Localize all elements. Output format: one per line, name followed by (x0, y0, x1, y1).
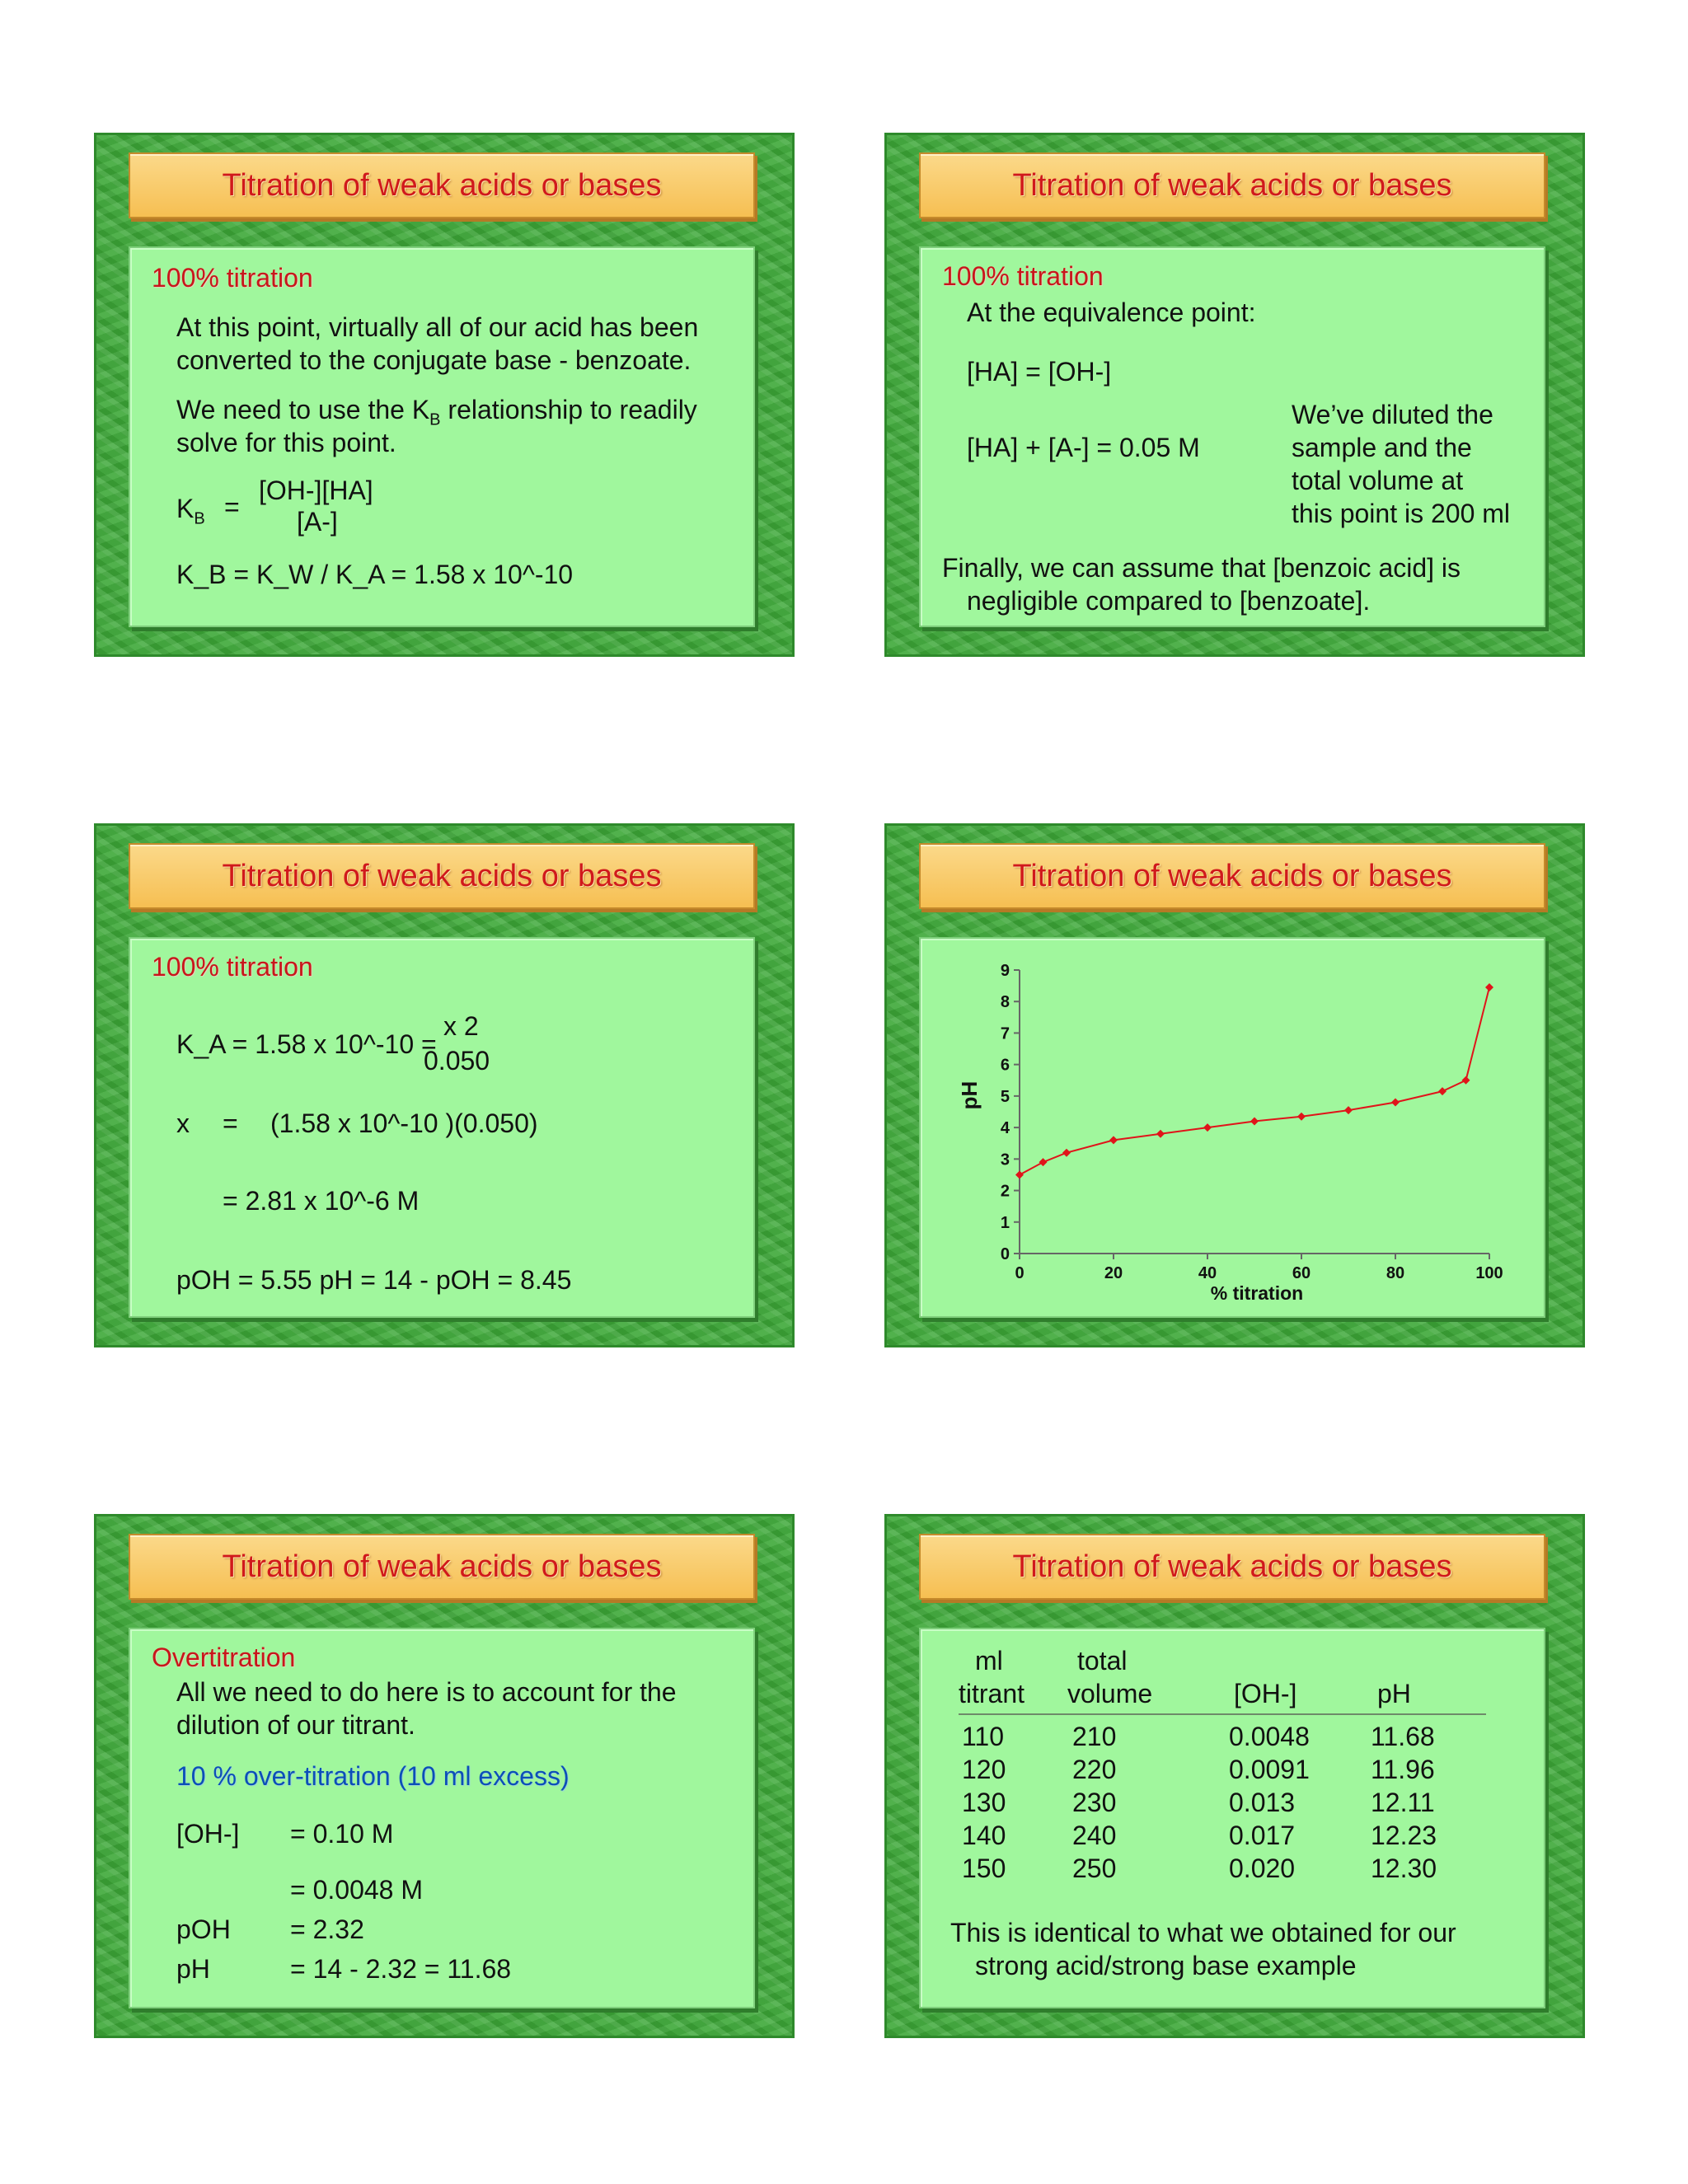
table-rule (959, 1713, 1486, 1715)
slide-title: Titration of weak acids or bases (1012, 167, 1452, 203)
fraction-denominator: [A-] (297, 507, 338, 537)
slide-content (129, 937, 755, 1318)
data-point (1062, 1149, 1071, 1157)
table-header: total (1077, 1646, 1128, 1675)
table-cell: 0.013 (1229, 1788, 1296, 1817)
text-line: At this point, virtually all of our acid has been (176, 312, 699, 342)
table-cell: 0.020 (1229, 1854, 1296, 1883)
oh-value: = 0.0048 M (290, 1875, 423, 1905)
equation: [HA] = [OH-] (967, 357, 1112, 387)
x-tick-label: 40 (1198, 1264, 1217, 1282)
table-cell: 11.96 (1371, 1755, 1435, 1784)
table-header: volume (1067, 1679, 1153, 1708)
ph-label: pH (176, 1954, 210, 1984)
chart-ylabel: pH (957, 1080, 982, 1110)
slide-2 (884, 133, 1585, 657)
ka-expression: K_A = 1.58 x 10^-10 = (176, 1029, 437, 1059)
slide-1 (94, 133, 795, 657)
data-point (1438, 1087, 1447, 1095)
slide-title-bar (919, 843, 1545, 909)
slide-title: Titration of weak acids or bases (222, 167, 662, 203)
x-tick-label: 60 (1292, 1264, 1311, 1282)
table-header: pH (1377, 1679, 1411, 1708)
slide-content (919, 246, 1545, 627)
x-label: x (176, 1108, 190, 1138)
y-tick-label: 8 (1000, 993, 1010, 1012)
subheading: 10 % over-titration (10 ml excess) (176, 1761, 570, 1791)
y-tick-label: 4 (1000, 1119, 1010, 1138)
note-line: this point is 200 ml (1292, 499, 1511, 528)
slide-content (129, 1628, 755, 2008)
slide-title: Titration of weak acids or bases (1012, 858, 1452, 893)
note-line: We’ve diluted the (1292, 400, 1493, 429)
slide-title-bar (129, 1534, 755, 1600)
table-cell: 130 (962, 1788, 1006, 1817)
x-tick-label: 80 (1386, 1264, 1405, 1282)
slide-title-bar (129, 843, 755, 909)
y-tick-label: 0 (1000, 1245, 1010, 1263)
slide-title: Titration of weak acids or bases (1012, 1549, 1452, 1584)
text-line: All we need to do here is to account for the (176, 1677, 677, 1707)
table-cell: 150 (962, 1854, 1006, 1883)
table-header: ml (975, 1646, 1003, 1675)
text-line: We need to use the $K_B$ relationship to readily (176, 395, 697, 429)
table-cell: 230 (1072, 1788, 1117, 1817)
x-value: = 2.81 x 10^-6 M (223, 1186, 420, 1216)
table-cell: 110 (962, 1722, 1005, 1751)
fraction-denominator: 0.050 (424, 1046, 490, 1076)
x-tick-label: 100 (1475, 1264, 1503, 1282)
equation: [HA] + [A-] = 0.05 M (967, 433, 1200, 462)
x-expression: (1.58 x 10^-10 )(0.050) (270, 1108, 538, 1138)
titration-chart (921, 939, 1544, 1316)
table-cell: 0.017 (1229, 1821, 1296, 1850)
y-tick-label: 5 (1000, 1087, 1010, 1106)
table-cell: 250 (1072, 1854, 1117, 1883)
table-cell: 11.68 (1371, 1722, 1435, 1751)
kb-symbol: $K_B$ (176, 494, 205, 528)
note-line: sample and the (1292, 433, 1472, 462)
slide-title: Titration of weak acids or bases (222, 1549, 662, 1584)
chart-xlabel: % titration (1210, 1282, 1304, 1304)
slide-title: Titration of weak acids or bases (222, 858, 662, 893)
slide-heading: 100% titration (942, 261, 1104, 291)
data-point (1344, 1106, 1353, 1114)
data-point (1250, 1117, 1259, 1125)
slide-title-bar (129, 152, 755, 218)
y-tick-label: 9 (1000, 962, 1010, 980)
data-point (1462, 1076, 1470, 1085)
equals-sign: = (223, 1108, 238, 1138)
footer-line: This is identical to what we obtained for our (950, 1918, 1456, 1947)
data-point (1015, 1170, 1024, 1179)
poh-value: = 2.32 (290, 1915, 364, 1944)
slide-4 (884, 823, 1585, 1347)
data-point (1203, 1123, 1212, 1132)
table-header: titrant (959, 1679, 1025, 1708)
slide-title-bar (919, 1534, 1545, 1600)
table-cell: 0.0048 (1229, 1722, 1310, 1751)
slide-heading: 100% titration (152, 263, 313, 293)
data-point (1297, 1113, 1306, 1121)
slide-heading: 100% titration (152, 952, 313, 982)
data-point (1039, 1158, 1048, 1166)
oh-label: [OH-] (176, 1819, 240, 1849)
x-tick-label: 20 (1104, 1264, 1123, 1282)
slide-6 (884, 1514, 1585, 2038)
slide-heading: Overtitration (152, 1643, 296, 1672)
table-cell: 140 (962, 1821, 1006, 1850)
kb-relation: K_B = K_W / K_A = 1.58 x 10^-10 (176, 560, 574, 589)
text-line: solve for this point. (176, 428, 396, 457)
y-tick-label: 6 (1000, 1056, 1010, 1075)
table-cell: 240 (1072, 1821, 1117, 1850)
data-point (1391, 1099, 1400, 1107)
table-cell: 220 (1072, 1755, 1117, 1784)
footer-line: strong acid/strong base example (975, 1951, 1357, 1980)
equals-sign: = (224, 492, 240, 522)
table-cell: 12.11 (1371, 1788, 1435, 1817)
poh-ph-line: pOH = 5.55 pH = 14 - pOH = 8.45 (176, 1265, 572, 1295)
y-tick-label: 7 (1000, 1024, 1010, 1043)
y-tick-label: 1 (1000, 1213, 1010, 1232)
slide-3 (94, 823, 795, 1347)
series-line (1020, 987, 1489, 1174)
text-line: Finally, we can assume that [benzoic acid] is (942, 553, 1461, 583)
fraction-numerator: x 2 (443, 1011, 479, 1041)
poh-label: pOH (176, 1915, 231, 1944)
data-point (1156, 1130, 1165, 1138)
slide-content (919, 937, 1545, 1318)
text-line: At the equivalence point: (967, 298, 1256, 327)
table-header: [OH-] (1234, 1679, 1297, 1708)
table-cell: 0.0091 (1229, 1755, 1310, 1784)
x-tick-label: 0 (1015, 1264, 1025, 1282)
text-line: negligible compared to [benzoate]. (967, 586, 1371, 616)
ph-value: = 14 - 2.32 = 11.68 (290, 1954, 512, 1984)
table-cell: 210 (1072, 1722, 1117, 1751)
oh-value: = 0.10 M (290, 1819, 394, 1849)
data-point (1485, 983, 1493, 991)
slide-title-bar (919, 152, 1545, 218)
table-cell: 12.30 (1371, 1854, 1437, 1883)
fraction-numerator: [OH-][HA] (259, 476, 373, 505)
table-cell: 120 (962, 1755, 1006, 1784)
note-line: total volume at (1292, 466, 1464, 495)
slide-content (919, 1628, 1545, 2008)
text-line: converted to the conjugate base - benzoate. (176, 345, 692, 375)
slide-5 (94, 1514, 795, 2038)
y-tick-label: 2 (1000, 1182, 1010, 1201)
table-cell: 12.23 (1371, 1821, 1437, 1850)
slide-content (129, 246, 755, 627)
text-line: dilution of our titrant. (176, 1710, 415, 1740)
y-tick-label: 3 (1000, 1151, 1010, 1169)
data-point (1109, 1136, 1118, 1144)
